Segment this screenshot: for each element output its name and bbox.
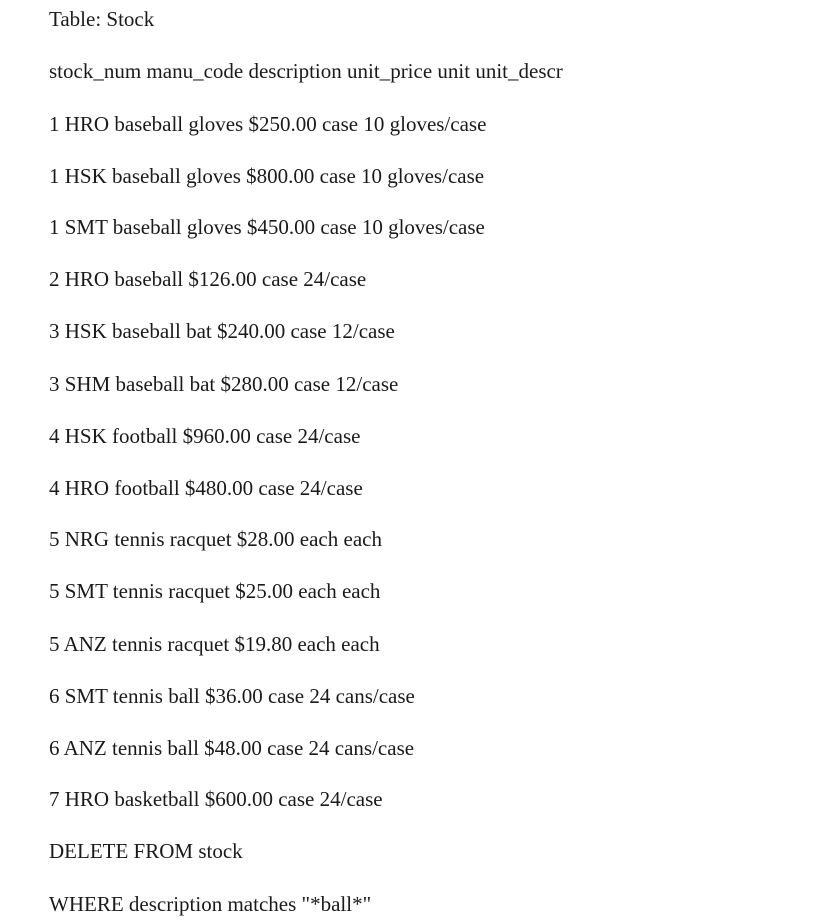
table-row: 6 SMT tennis ball $36.00 case 24 cans/case — [49, 684, 415, 708]
column-header-row: stock_num manu_code description unit_price unit unit_descr — [49, 59, 563, 83]
table-row: 3 SHM baseball bat $280.00 case 12/case — [49, 372, 399, 396]
table-row: 1 SMT baseball gloves $450.00 case 10 gloves/case — [49, 215, 485, 239]
table-row: 1 HRO baseball gloves $250.00 case 10 gloves/case — [49, 112, 487, 136]
table-row: 4 HRO football $480.00 case 24/case — [49, 476, 363, 500]
table-row: 2 HRO baseball $126.00 case 24/case — [49, 267, 367, 291]
table-row: 6 ANZ tennis ball $48.00 case 24 cans/case — [49, 736, 415, 760]
table-row: 3 HSK baseball bat $240.00 case 12/case — [49, 319, 395, 343]
sql-where-line: WHERE description matches "*ball*" — [49, 892, 372, 916]
table-row: 5 ANZ tennis racquet $19.80 each each — [49, 632, 380, 656]
table-row: 1 HSK baseball gloves $800.00 case 10 gloves/case — [49, 164, 485, 188]
sql-delete-line: DELETE FROM stock — [49, 839, 243, 863]
table-row: 5 NRG tennis racquet $28.00 each each — [49, 527, 382, 551]
table-row: 7 HRO basketball $600.00 case 24/case — [49, 787, 383, 811]
table-row: 5 SMT tennis racquet $25.00 each each — [49, 579, 381, 603]
table-title: Table: Stock — [49, 7, 155, 31]
table-row: 4 HSK football $960.00 case 24/case — [49, 424, 361, 448]
